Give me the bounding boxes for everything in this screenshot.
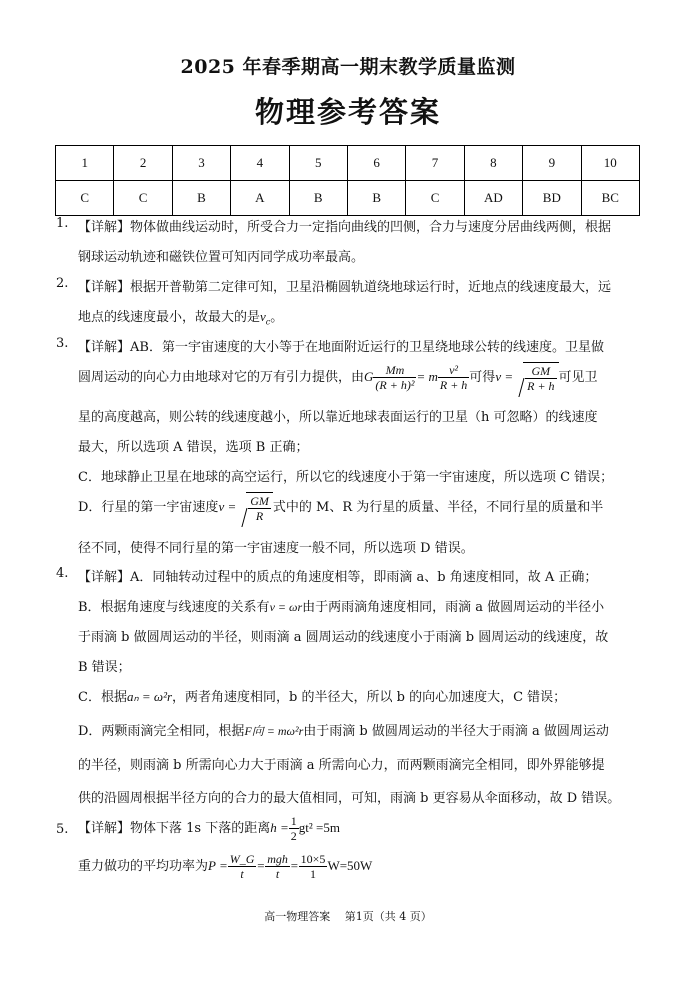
q5-line2 <box>78 852 648 881</box>
q2-line2 <box>78 306 648 327</box>
fraction <box>299 852 328 881</box>
q4-tag: 【详解】 <box>78 570 131 585</box>
denominator: R + h <box>439 378 468 392</box>
table-cell: 4 <box>231 146 289 181</box>
q3-text: 可得 <box>469 370 496 385</box>
table-cell: 2 <box>114 146 172 181</box>
table-cell: 9 <box>523 146 581 181</box>
q2-line1 <box>78 276 648 295</box>
fraction <box>265 852 290 881</box>
denominator: 1 <box>310 867 317 881</box>
formula-eq: v = <box>495 369 514 384</box>
q4-line6 <box>78 720 648 739</box>
q4-text: D．两颗雨滴完全相同，根据 <box>78 724 245 739</box>
denominator: R + h <box>527 379 555 393</box>
q3-line7: 径不同，使得不同行星的第一宇宙速度一般不同，所以选项 D 错误。 <box>78 541 474 556</box>
formula-eq: P = <box>208 858 228 873</box>
q1-number: 1. <box>56 216 69 231</box>
formula-G: G <box>364 369 374 384</box>
fraction <box>228 852 257 881</box>
q5-text: 物体下落 1s 下落的距离 <box>130 821 271 836</box>
table-cell: B <box>289 181 347 216</box>
sqrt <box>513 362 558 393</box>
q1-line1 <box>78 216 648 235</box>
fraction <box>373 363 416 392</box>
q1-tag: 【详解】 <box>78 220 131 235</box>
table-cell: AD <box>464 181 522 216</box>
table-cell: 1 <box>56 146 114 181</box>
table-cell: 10 <box>581 146 639 181</box>
q3-tag: 【详解】 <box>78 340 131 355</box>
denominator: t <box>275 867 280 881</box>
q3-line4: 最大，所以选项 A 错误，选项 B 正确； <box>78 440 309 455</box>
exam-title: 2025 年春季期高一期末教学质量监测 <box>180 56 516 78</box>
table-cell: 6 <box>347 146 405 181</box>
numerator: v² <box>438 363 469 378</box>
numerator: 10×5 <box>300 852 326 866</box>
table-cell: 3 <box>172 146 230 181</box>
numerator: mgh <box>267 852 288 866</box>
denominator: (R + h)² <box>375 378 415 392</box>
numerator: GM <box>250 494 269 508</box>
numerator: GM <box>525 364 556 379</box>
formula: W=50W <box>327 858 373 873</box>
denominator: t <box>240 867 244 881</box>
table-cell: BC <box>581 181 639 216</box>
formula: gt² =5m <box>298 820 340 835</box>
table-cell: BD <box>523 181 581 216</box>
sqrt <box>236 492 273 523</box>
q3-text: D．行星的第一宇宙速度 <box>78 500 219 515</box>
table-cell: 8 <box>464 146 522 181</box>
table-cell: B <box>172 181 230 216</box>
q4-text: 由于两雨滴角速度相同，雨滴 a 做圆周运动的半径小 <box>302 600 605 615</box>
formula: F向 = mω²r <box>244 724 304 738</box>
fraction <box>438 363 469 392</box>
q3-number: 3. <box>56 336 69 351</box>
denominator: R <box>255 509 264 523</box>
table-cell: A <box>231 181 289 216</box>
q4-line4: B 错误； <box>78 660 131 675</box>
page-footer: 高一物理答案 第1页（共 4 页） <box>264 910 432 923</box>
formula-eq: = m <box>416 369 438 384</box>
denominator: 2 <box>290 829 297 843</box>
q2-text: 根据开普勒第二定律可知，卫星沿椭圆轨道绕地球运行时，近地点的线速度最大，远 <box>130 280 612 295</box>
table-cell: 7 <box>406 146 464 181</box>
q3-line1 <box>78 336 648 355</box>
formula-eq: = <box>256 858 266 873</box>
q2-text: 地点的线速度最小，故最大的是 <box>78 310 261 325</box>
q1-text: 物体做曲线运动时，所受合力一定指向曲线的凹侧，合力与速度分居曲线两侧，根据 <box>130 220 612 235</box>
formula: aₙ = ω²r <box>126 689 173 704</box>
answer-table <box>55 145 640 216</box>
q2-tag: 【详解】 <box>78 280 131 295</box>
fraction <box>289 814 299 843</box>
velocity-var: v <box>260 309 266 324</box>
table-cell: 5 <box>289 146 347 181</box>
q3-text: AB．第一宇宙速度的大小等于在地面附近运行的卫星绕地球公转的线速度。卫星做 <box>130 340 604 355</box>
formula: v = ωr <box>269 600 303 614</box>
q1-line2: 钢球运动轨迹和磁铁位置可知丙同学成功率最高。 <box>78 250 365 265</box>
q5-text: 重力做功的平均功率为 <box>78 859 209 874</box>
q4-line1 <box>78 566 648 585</box>
q4-line3: 于雨滴 b 做圆周运动的半径，则雨滴 a 圆周运动的线速度小于雨滴 b 圆周运动的线速度，故 <box>78 630 609 645</box>
formula-eq: v = <box>218 499 237 514</box>
q3-text: 圆周运动的向心力由地球对它的万有引力提供，由 <box>78 370 365 385</box>
table-cell: C <box>406 181 464 216</box>
q4-line5 <box>78 686 648 705</box>
numerator: 1 <box>290 814 297 828</box>
q3-line6 <box>78 492 648 523</box>
q5-tag: 【详解】 <box>78 821 131 836</box>
q3-text: 可见卫 <box>558 370 598 385</box>
q4-text: ，两者角速度相同，b 的半径大，所以 b 的向心加速度大，C 错误； <box>172 690 567 705</box>
velocity-sub: c <box>265 317 271 327</box>
q4-text: 由于雨滴 b 做圆周运动的半径大于雨滴 a 做圆周运动 <box>303 724 609 739</box>
q5-number: 5. <box>56 822 69 837</box>
q4-text: C．根据 <box>78 690 127 705</box>
answer-key-title: 物理参考答案 <box>254 95 441 129</box>
q4-text: A．同轴转动过程中的质点的角速度相等，即雨滴 a、b 角速度相同，故 A 正确； <box>130 570 598 585</box>
answer-table-answers-row <box>56 181 640 216</box>
q3-text: 式中的 M、R 为行星的质量、半径，不同行星的质量和半 <box>272 500 604 515</box>
q4-line8: 供的沿圆周根据半径方向的合力的最大值相同，可知，雨滴 b 更容易从伞面移动，故 D 错误。 <box>78 791 621 806</box>
q3-line3: 星的高度越高，则公转的线速度越小，所以靠近地球表面运行的卫星（h 可忽略）的线速度 <box>78 410 598 425</box>
numerator: W_G <box>229 852 255 866</box>
q4-line7: 的半径，则雨滴 b 所需向心力大于雨滴 a 所需向心力，而两颗雨滴完全相同，即外界能够提 <box>78 758 605 773</box>
q4-text: B．根据角速度与线速度的关系有 <box>78 600 270 615</box>
table-cell: C <box>56 181 114 216</box>
table-cell: B <box>347 181 405 216</box>
q3-line2 <box>78 362 648 393</box>
q4-number: 4. <box>56 566 69 581</box>
formula-eq: = <box>289 858 299 873</box>
table-cell: C <box>114 181 172 216</box>
q3-line5: C．地球静止卫星在地球的高空运行，所以它的线速度小于第一宇宙速度，所以选项 C 错误； <box>78 470 614 485</box>
q2-text: 。 <box>270 310 284 325</box>
q4-line2 <box>78 596 648 615</box>
answer-table-numbers-row <box>56 146 640 181</box>
q2-number: 2. <box>56 276 69 291</box>
formula-eq: h = <box>270 820 289 835</box>
q5-line1 <box>78 814 648 843</box>
numerator: Mm <box>373 363 416 378</box>
